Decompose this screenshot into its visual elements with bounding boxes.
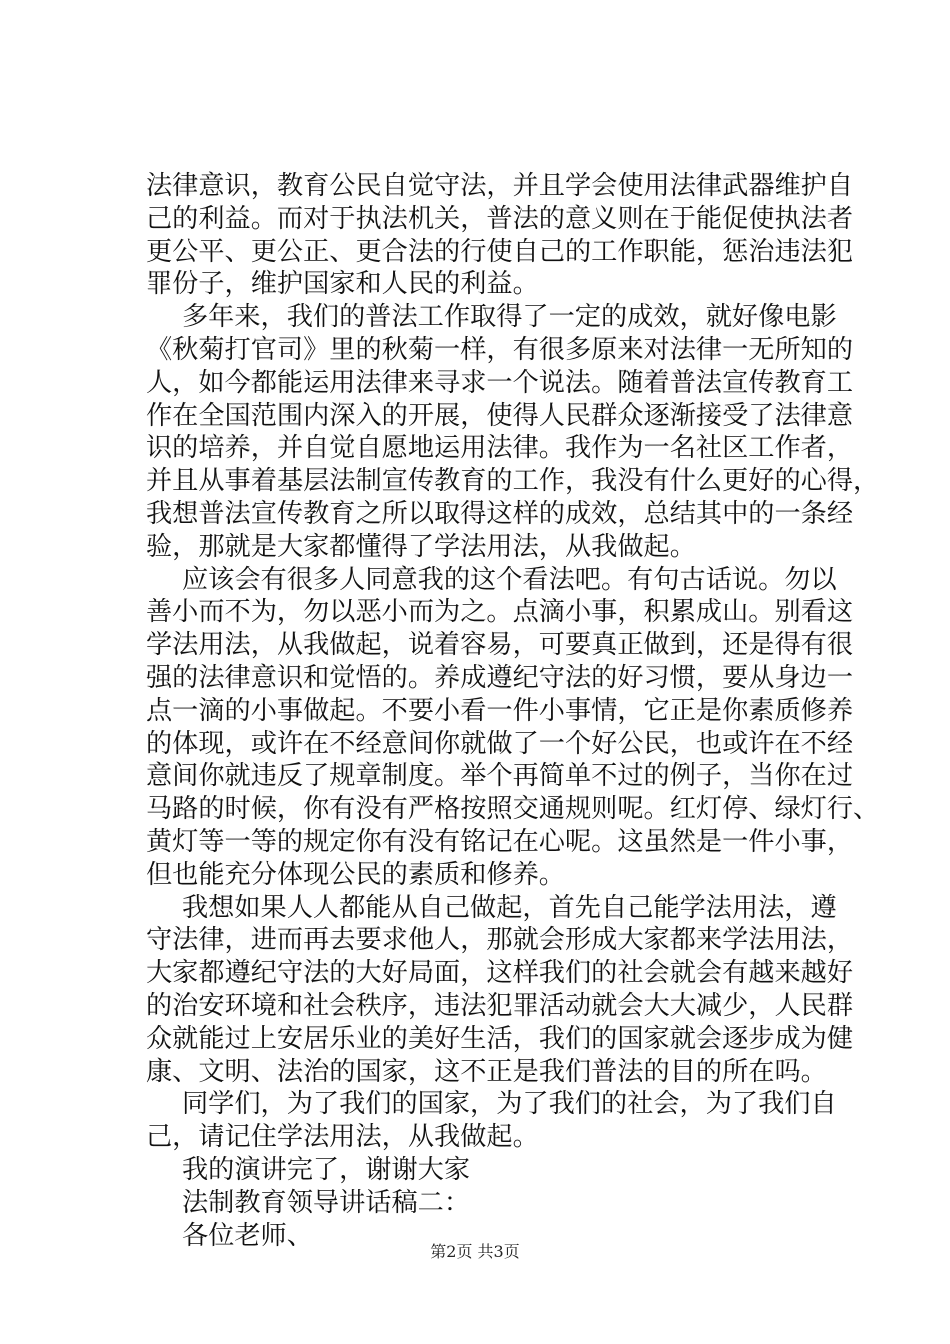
text-line: 的治安环境和社会秩序，违法犯罪活动就会大大减少，人民群 (146, 990, 854, 1021)
text-line: 强的法律意识和觉悟的。养成遵纪守法的好习惯，要从身边一 (146, 662, 854, 693)
text-line: 法律意识，教育公民自觉守法，并且学会使用法律武器维护自 (146, 171, 854, 201)
text-line: 的体现，或许在不经意间你就做了一个好公民，也或许在不经 (146, 728, 854, 759)
text-line: 多年来，我们的普法工作取得了一定的成效，就好像电影 (182, 302, 837, 333)
text-line: 大家都遵纪守法的大好局面，这样我们的社会就会有越来越好 (146, 958, 854, 989)
page-footer: 第2页 共3页 (430, 1242, 520, 1261)
text-line: 作在全国范围内深入的开展，使得人民群众逐渐接受了法律意 (146, 400, 854, 431)
text-line: 验，那就是大家都懂得了学法用法，从我做起。 (146, 531, 696, 562)
text-line: 但也能充分体现公民的素质和修养。 (146, 859, 565, 890)
text-line: 我的演讲完了，谢谢大家 (182, 1154, 471, 1185)
text-line: 意间你就违反了规章制度。举个再简单不过的例子，当你在过 (146, 761, 854, 792)
document-body (146, 170, 880, 1252)
text-line: 应该会有很多人同意我的这个看法吧。有句古话说。勿以 (182, 564, 837, 595)
text-line: 人，如今都能运用法律来寻求一个说法。随着普法宣传教育工 (146, 367, 854, 398)
text-line: 善小而不为，勿以恶小而为之。点滴小事，积累成山。别看这 (146, 597, 854, 628)
text-line: 我想如果人人都能从自己做起，首先自己能学法用法，遵 (182, 892, 837, 923)
text-line: 各位老师、 (182, 1220, 313, 1251)
text-line: 罪份子，维护国家和人民的利益。 (146, 269, 539, 300)
text-line: 守法律，进而再去要求他人，那就会形成大家都来学法用法， (146, 925, 854, 956)
text-line: 并且从事着基层法制宣传教育的工作，我没有什么更好的心得， (146, 466, 880, 497)
text-line: 黄灯等一等的规定你有没有铭记在心呢。这虽然是一件小事， (146, 826, 854, 857)
text-line: 同学们，为了我们的国家，为了我们的社会，为了我们自 (182, 1089, 837, 1120)
text-line: 更公平、更公正、更合法的行使自己的工作职能，惩治违法犯 (146, 236, 854, 267)
text-line: 学法用法，从我做起，说着容易，可要真正做到，还是得有很 (146, 630, 854, 661)
text-line: 众就能过上安居乐业的美好生活，我们的国家就会逐步成为健 (146, 1023, 854, 1054)
text-line: 《秋菊打官司》里的秋菊一样，有很多原来对法律一无所知的 (146, 334, 854, 365)
text-line: 马路的时候，你有没有严格按照交通规则呢。红灯停、绿灯行、 (146, 794, 880, 825)
text-line: 康、文明、法治的国家，这不正是我们普法的目的所在吗。 (146, 1056, 827, 1087)
text-line: 己，请记住学法用法，从我做起。 (146, 1122, 539, 1153)
text-line: 点一滴的小事做起。不要小看一件小事情，它正是你素质修养 (146, 695, 854, 726)
text-line: 己的利益。而对于执法机关，普法的意义则在于能促使执法者 (146, 203, 854, 234)
text-line: 识的培养，并自觉自愿地运用法律。我作为一名社区工作者， (146, 433, 854, 464)
text-line: 法制教育领导讲话稿二： (182, 1187, 471, 1218)
text-line: 我想普法宣传教育之所以取得这样的成效，总结其中的一条经 (146, 498, 854, 529)
